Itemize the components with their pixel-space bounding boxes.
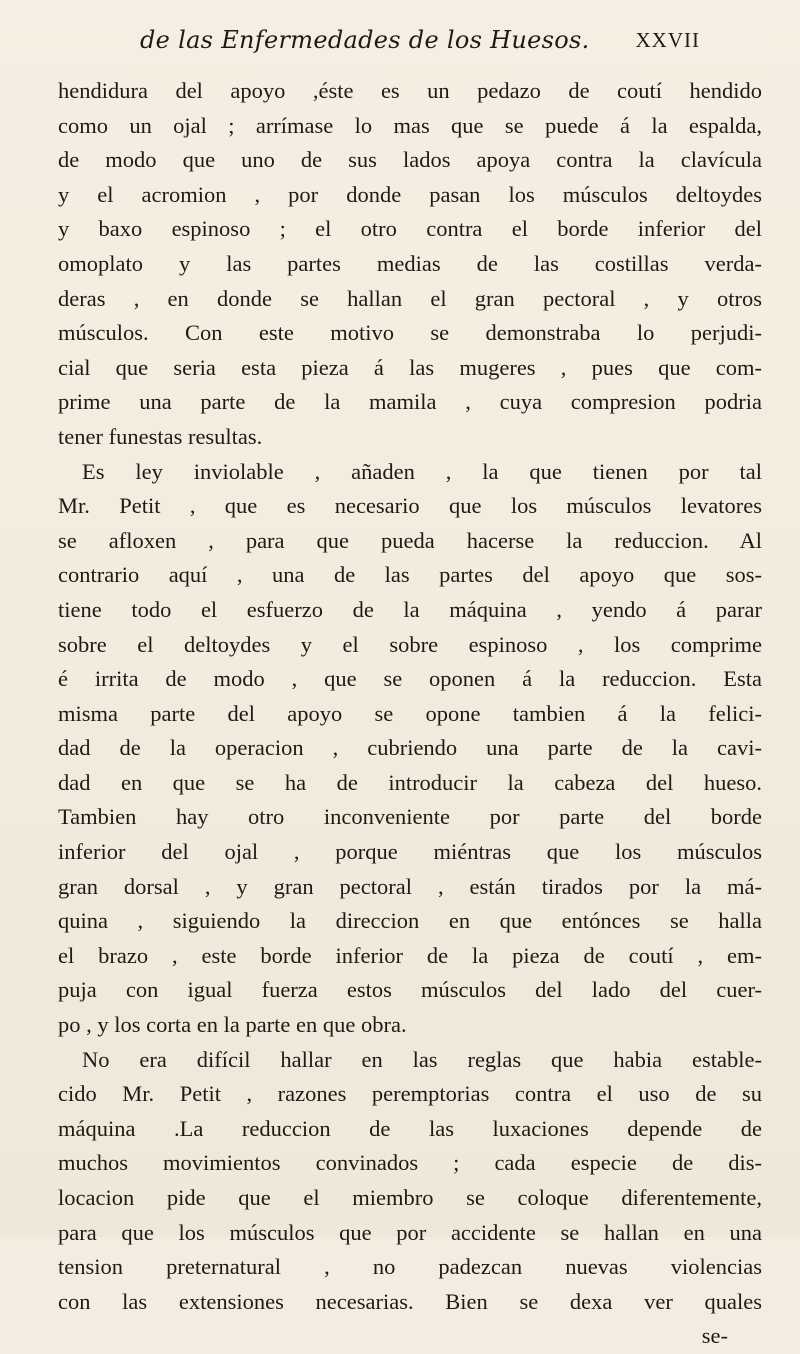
text-line: misma parte del apoyo se opone tambien á la felici- bbox=[58, 700, 762, 726]
text-line: y el acromion , por donde pasan los músculos deltoydes bbox=[58, 181, 762, 207]
text-line: y baxo espinoso ; el otro contra el borde inferior del bbox=[58, 216, 762, 242]
text-line: dad de la operacion , cubriendo una parte de la cavi- bbox=[58, 735, 762, 761]
text-line: omoplato y las partes medias de las costillas verda- bbox=[58, 250, 762, 276]
catchword: se- bbox=[701, 1323, 728, 1349]
text-line: deras , en donde se hallan el gran pectoral , y otros bbox=[58, 285, 762, 311]
page-header bbox=[140, 26, 700, 66]
text-line: tener funestas resultas. bbox=[58, 423, 263, 449]
text-line: con las extensiones necesarias. Bien se dexa ver quales bbox=[58, 1288, 762, 1314]
text-line: quina , siguiendo la direccion en que entónces se halla bbox=[58, 908, 762, 934]
text-line: No era difícil hallar en las reglas que habia estable- bbox=[82, 1046, 762, 1072]
text-line: para que los músculos que por accidente se hallan en una bbox=[58, 1219, 762, 1245]
text-line: é irrita de modo , que se oponen á la reduccion. Esta bbox=[58, 666, 762, 692]
text-line: máquina .La reduccion de las luxaciones depende de bbox=[58, 1115, 762, 1141]
text-line: Tambien hay otro inconveniente por parte del borde bbox=[58, 804, 762, 830]
text-line: contrario aquí , una de las partes del apoyo que sos- bbox=[58, 562, 762, 588]
text-line: puja con igual fuerza estos músculos del lado del cuer- bbox=[58, 977, 762, 1003]
running-title: de las Enfermedades de los Huesos. bbox=[140, 26, 590, 54]
text-line: cial que seria esta pieza á las mugeres , pues que com- bbox=[58, 354, 762, 380]
text-line: locacion pide que el miembro se coloque diferentemente, bbox=[58, 1185, 762, 1210]
text-line: músculos. Con este motivo se demonstraba lo perjudi- bbox=[58, 320, 762, 346]
text-line: hendidura del apoyo ,éste es un pedazo de coutí hendido bbox=[58, 78, 762, 103]
body-text bbox=[58, 74, 762, 1354]
text-line: de modo que uno de sus lados apoya contra la clavícula bbox=[58, 147, 762, 173]
text-line: sobre el deltoydes y el sobre espinoso , los comprime bbox=[58, 631, 762, 657]
text-line: el brazo , este borde inferior de la pieza de coutí , em- bbox=[58, 942, 762, 968]
text-line: muchos movimientos convinados ; cada especie de dis- bbox=[58, 1150, 762, 1176]
text-line: gran dorsal , y gran pectoral , están tirados por la má- bbox=[58, 873, 762, 899]
text-line: cido Mr. Petit , razones peremptorias contra el uso de su bbox=[58, 1081, 762, 1107]
text-line: Mr. Petit , que es necesario que los músculos levatores bbox=[58, 493, 762, 519]
text-line: inferior del ojal , porque miéntras que los músculos bbox=[58, 839, 762, 865]
text-line: dad en que se ha de introducir la cabeza del hueso. bbox=[58, 769, 762, 795]
text-line: po , y los corta en la parte en que obra. bbox=[58, 1012, 407, 1038]
text-line: se afloxen , para que pueda hacerse la reduccion. Al bbox=[58, 527, 762, 553]
page-number: XXVII bbox=[635, 28, 700, 52]
text-line: Es ley inviolable , añaden , la que tienen por tal bbox=[82, 458, 762, 484]
text-line: prime una parte de la mamila , cuya compresion podria bbox=[58, 389, 762, 415]
text-line: tension preternatural , no padezcan nuevas violencias bbox=[58, 1254, 762, 1280]
text-line: como un ojal ; arrímase lo mas que se puede á la espalda, bbox=[58, 112, 762, 138]
text-line: tiene todo el esfuerzo de la máquina , yendo á parar bbox=[58, 596, 762, 622]
